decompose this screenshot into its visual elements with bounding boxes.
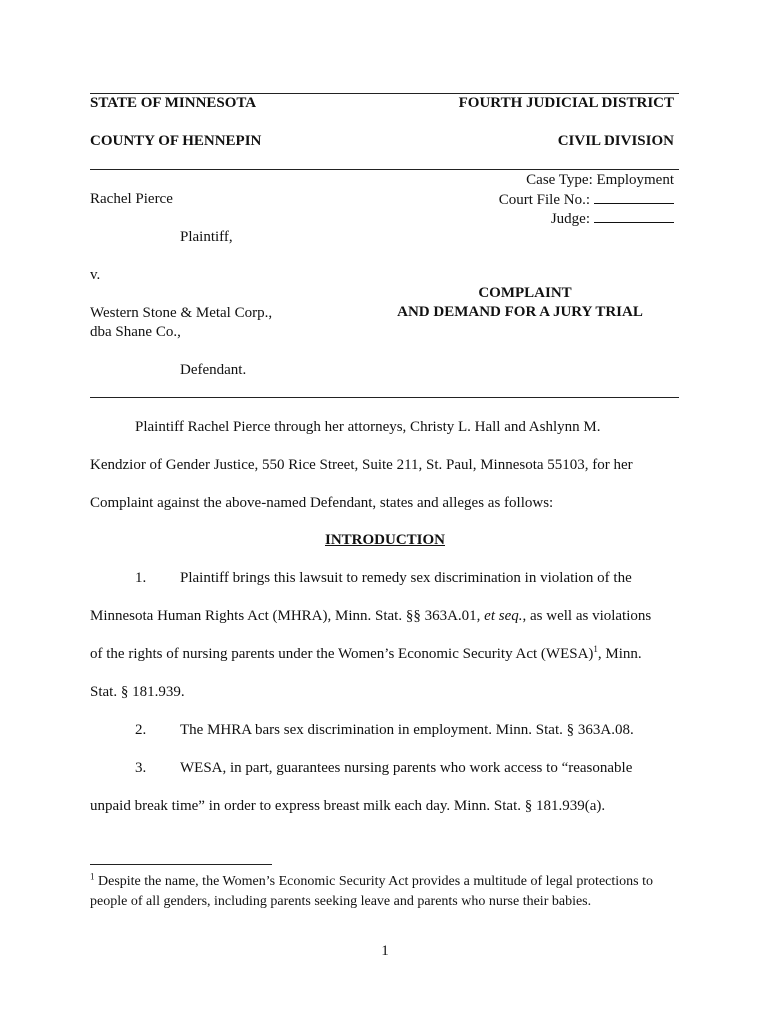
court-file-field [499, 191, 674, 209]
paragraph-1-line-1: Plaintiff brings this lawsuit to remedy sex discrimination in violation of the [180, 570, 632, 586]
footnote-marker: 1 [90, 871, 95, 882]
caption-top-rule [90, 93, 679, 94]
county-label: COUNTY OF HENNEPIN [90, 133, 262, 149]
judge-label: Judge: [550, 211, 590, 227]
case-type: Case Type: Employment [526, 172, 674, 188]
state-label: STATE OF MINNESOTA [90, 95, 257, 111]
intro-line-3: Complaint against the above-named Defendant, states and alleges as follows: [90, 495, 554, 511]
district-label: FOURTH JUDICIAL DISTRICT [458, 95, 674, 111]
paragraph-1-line-2-end: , as well as violations [522, 608, 652, 624]
paragraph-1-line-4: Stat. § 181.939. [90, 684, 185, 700]
defendant-name: Western Stone & Metal Corp., [90, 305, 273, 321]
paragraph-1-line-3-start: of the rights of nursing parents under the Women’s Economic Security Act (WESA) [90, 646, 594, 662]
section-heading: INTRODUCTION [324, 532, 445, 548]
paragraph-3-number: 3. [135, 760, 147, 776]
court-file-blank [594, 191, 674, 204]
court-file-label: Court File No.: [498, 192, 590, 208]
paragraph-1-et-seq: et seq. [484, 608, 523, 624]
paragraph-2-number: 2. [135, 722, 147, 738]
paragraph-1-line-3 [90, 646, 680, 663]
plaintiff-name: Rachel Pierce [90, 191, 173, 207]
plaintiff-role: Plaintiff, [180, 229, 233, 245]
division-label: CIVIL DIVISION [557, 133, 674, 149]
paragraph-1-line-2-start: Minnesota Human Rights Act (MHRA), Minn. Stat. §§ 363A.01, [90, 608, 485, 624]
paragraph-2-line-1: The MHRA bars sex discrimination in employment. Minn. Stat. § 363A.08. [180, 722, 634, 738]
footnote [90, 872, 680, 912]
judge-field [551, 210, 674, 228]
intro-line-2: Kendzior of Gender Justice, 550 Rice Street, Suite 211, St. Paul, Minnesota 55103, for her [90, 457, 633, 473]
intro-line-1: Plaintiff Rachel Pierce through her attorneys, Christy L. Hall and Ashlynn M. [135, 419, 601, 435]
defendant-dba: dba Shane Co., [90, 324, 181, 340]
footnote-separator [90, 864, 272, 865]
page-number: 1 [381, 943, 389, 959]
paragraph-1-number: 1. [135, 570, 147, 586]
footnote-reference[interactable]: 1 [593, 644, 598, 654]
footnote-text: Despite the name, the Women’s Economic Security Act provides a multitude of legal protections to people of all genders, including parents seeking leave and parents who nurse their babies. [90, 874, 653, 909]
defendant-role: Defendant. [180, 362, 247, 378]
paragraph-1-line-3-end: , Minn. [597, 646, 642, 662]
caption-middle-rule [90, 169, 679, 170]
judge-blank [594, 210, 674, 223]
document-title-line-1: COMPLAINT [478, 285, 572, 301]
caption-bottom-rule [90, 397, 679, 398]
document-title-line-2: AND DEMAND FOR A JURY TRIAL [397, 304, 643, 320]
paragraph-3-line-1: WESA, in part, guarantees nursing parents who work access to “reasonable [180, 760, 633, 776]
paragraph-3-line-2: unpaid break time” in order to express breast milk each day. Minn. Stat. § 181.939(a). [90, 798, 606, 814]
paragraph-1-line-2 [90, 608, 680, 625]
versus: v. [90, 267, 101, 283]
